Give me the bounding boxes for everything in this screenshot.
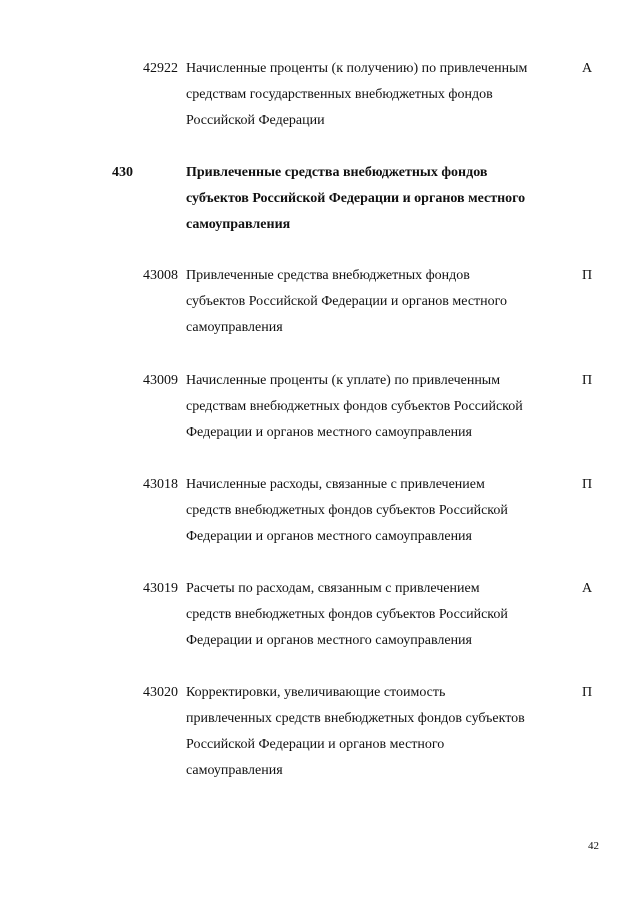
account-type: П [582,373,593,388]
description-line: Привлеченные средства внебюджетных фондов [186,268,470,283]
account-description [186,263,571,341]
account-description [186,368,571,446]
account-description [186,472,571,550]
description-line: субъектов Российской Федерации и органов местного [186,294,508,309]
description-line: самоуправления [186,763,283,778]
account-code: 43008 [143,268,178,283]
description-line: Расчеты по расходам, связанным с привлечением [186,581,480,596]
description-line: Федерации и органов местного самоуправления [186,425,472,440]
account-type: П [582,477,593,492]
account-description [186,680,571,784]
description-line: Российской Федерации и органов местного [186,737,445,752]
section-title-line: Привлеченные средства внебюджетных фондов [186,165,488,180]
section-title-line: самоуправления [186,217,291,232]
description-line: Корректировки, увеличивающие стоимость [186,685,446,700]
account-type: П [582,685,593,700]
account-code: 43019 [143,581,178,596]
section-title [186,160,571,238]
section-code: 430 [112,165,133,180]
account-type: П [582,268,593,283]
description-line: Российской Федерации [186,113,325,128]
account-type: А [582,61,593,76]
account-code: 43009 [143,373,178,388]
description-line: привлеченных средств внебюджетных фондов субъектов [186,711,525,726]
section-title-line: субъектов Российской Федерации и органов местного [186,191,526,206]
account-code: 43020 [143,685,178,700]
account-type: А [582,581,593,596]
description-line: средств внебюджетных фондов субъектов Российской [186,503,508,518]
description-line: Начисленные проценты (к получению) по привлеченным [186,61,528,76]
page-number: 42 [588,840,599,852]
account-description [186,56,571,134]
description-line: самоуправления [186,320,283,335]
description-line: Начисленные проценты (к уплате) по привлеченным [186,373,501,388]
description-line: Федерации и органов местного самоуправления [186,529,472,544]
description-line: средств внебюджетных фондов субъектов Российской [186,607,508,622]
account-code: 43018 [143,477,178,492]
description-line: Начисленные расходы, связанные с привлечением [186,477,485,492]
description-line: Федерации и органов местного самоуправления [186,633,472,648]
account-description [186,576,571,654]
account-code: 42922 [143,61,178,76]
description-line: средствам государственных внебюджетных фондов [186,87,493,102]
description-line: средствам внебюджетных фондов субъектов Российской [186,399,523,414]
